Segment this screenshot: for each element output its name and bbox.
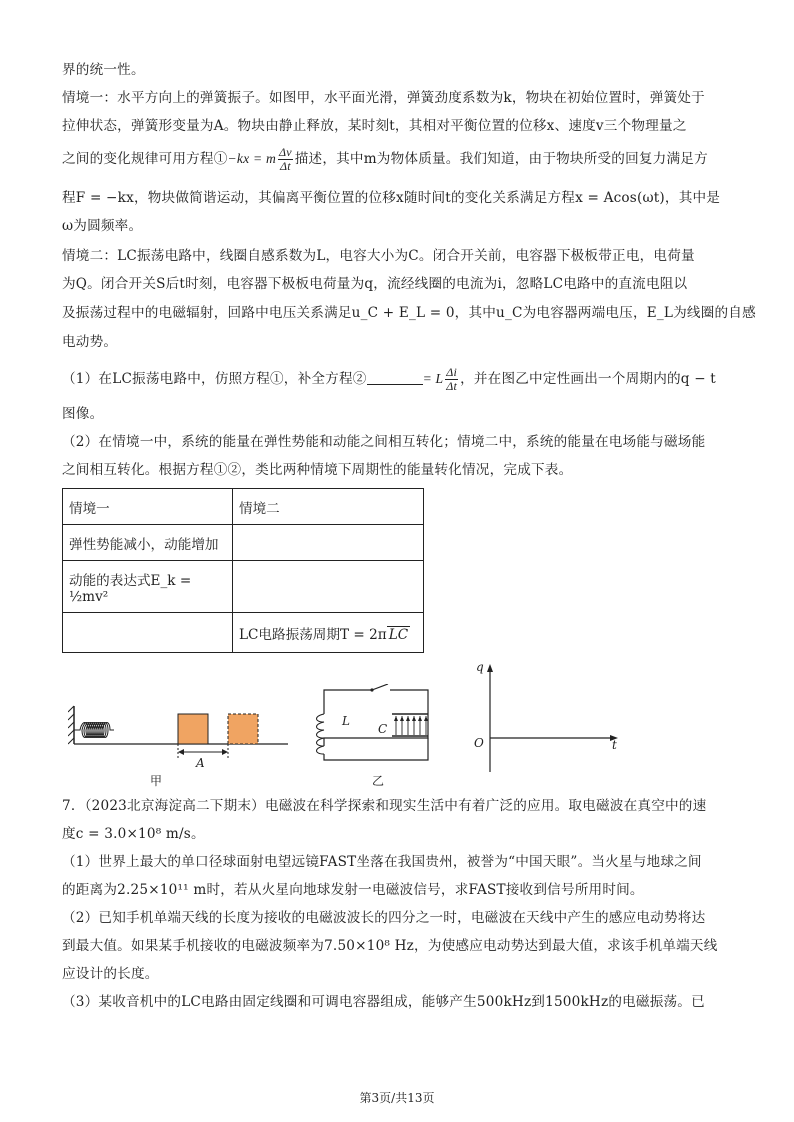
text-line: 应设计的长度。 <box>62 966 159 982</box>
text-line: 的距离为2.25×10¹¹ m时，若从火星向地球发射一电磁波信号，求FAST接收到信号所用时间。 <box>62 882 644 898</box>
text-line: 图像。 <box>62 406 104 422</box>
figure-qt-axes <box>480 662 620 774</box>
period-formula: LC电路振荡周期T = 2π <box>239 626 387 643</box>
switch-s <box>372 684 388 690</box>
fraction-numerator: Δv <box>278 145 292 159</box>
arrow-head-left <box>178 749 184 755</box>
text-line: 界的统一性。 <box>62 62 145 78</box>
block-initial-position <box>228 714 258 744</box>
switch-pivot <box>370 688 373 691</box>
table-header: 情境二 <box>233 489 424 525</box>
arrow-head-right <box>222 749 228 755</box>
equation-1-lhs: −kx = m <box>227 151 276 166</box>
label-axis-t: t <box>612 738 617 752</box>
label-L: L <box>342 714 350 728</box>
table-cell-blank[interactable] <box>233 561 424 613</box>
q-axis-arrow <box>487 664 493 672</box>
problem-7-line: 7．（2023北京海淀高二下期末）电磁波在科学探索和现实生活中有着广泛的应用。取电磁波在真空中的速 <box>62 798 707 814</box>
text-line: 拉伸状态，弹簧形变量为A。物块由静止释放，某时刻t，其相对平衡位置的位移x、速度v三个物理量之 <box>62 118 687 134</box>
text-line: 之间相互转化。根据方程①②，类比两种情境下周期性的能量转化情况，完成下表。 <box>62 462 573 478</box>
table-header: 情境一 <box>63 489 233 525</box>
electric-field-arrows <box>396 716 426 735</box>
text-line: 情境二：LC振荡电路中，线圈自感系数为L，电容大小为C。闭合开关前，电容器下极板带正电，电荷量 <box>62 248 695 264</box>
text-line: （1）世界上最大的单口径球面射电望远镜FAST坐落在我国贵州，被誉为“中国天眼”。当火星与地球之间 <box>62 854 702 870</box>
text-line: （3）某收音机中的LC电路由固定线圈和可调电容器组成，能够产生500kHz到1500kHz的电磁振荡。已 <box>62 994 705 1010</box>
fraction-denominator: Δt <box>279 159 291 173</box>
text-segment: 之间的变化规律可用方程① <box>62 151 228 167</box>
table-cell: 弹性势能减小，动能增加 <box>63 525 233 561</box>
spring-coil <box>74 723 114 738</box>
text-line: 为Q。闭合开关S后t时刻，电容器下极板电荷量为q，流经线圈的电流为i，忽略LC电路中的直流电阻以 <box>62 276 688 292</box>
circuit-wire-top-left <box>324 690 372 714</box>
circuit-wire-right <box>324 690 428 746</box>
text-line: （2）在情境一中，系统的能量在弹性势能和动能之间相互转化；情境二中，系统的能量在电场能与磁场能 <box>62 434 706 450</box>
label-A: A <box>196 756 205 770</box>
page-footer: 第3页/共13页 <box>359 1091 435 1105</box>
equation-2-rhs: = L <box>422 371 444 386</box>
figure-caption-jia: 甲 <box>150 774 163 788</box>
text-segment: 描述，其中m为物体质量。我们知道，由于物块所受的回复力满足方 <box>294 151 708 167</box>
table-cell-blank[interactable] <box>63 613 233 653</box>
table-cell <box>233 613 424 653</box>
comparison-table <box>62 488 424 653</box>
table-cell-blank[interactable] <box>233 525 424 561</box>
figure-spring-oscillator <box>68 700 298 780</box>
sqrt-lc: LC <box>388 626 409 643</box>
fraction-denominator: Δt <box>446 379 458 393</box>
label-C: C <box>378 722 388 736</box>
circuit-wire-bottom <box>324 738 428 760</box>
text-line: （2）已知手机单端天线的长度为接收的电磁波波长的四分之一时，电磁波在天线中产生的感应电动势将达 <box>62 910 706 926</box>
field-arrow-heads <box>394 716 428 721</box>
question-1-line <box>62 366 734 393</box>
block-equilibrium <box>178 714 208 744</box>
text-segment: ，并在图乙中定性画出一个周期内的q − t <box>460 371 716 387</box>
answer-blank[interactable] <box>367 370 423 385</box>
text-line: 情境一：水平方向上的弹簧振子。如图甲，水平面光滑，弹簧劲度系数为k，物块在初始位置时，弹簧处于 <box>62 90 705 106</box>
text-line: 度c = 3.0×10⁸ m/s。 <box>62 826 205 842</box>
text-line-equation-1 <box>62 146 734 173</box>
text-line: 到最大值。如果某手机接收的电磁波频率为7.50×10⁸ Hz，为使感应电动势达到最大值，求该手机单端天线 <box>62 938 718 954</box>
label-axis-q: q <box>476 660 484 674</box>
label-origin: O <box>474 736 484 750</box>
fraction-dv-dt <box>278 146 293 173</box>
wall-hatching <box>68 706 74 744</box>
figure-caption-yi: 乙 <box>372 774 385 788</box>
text-line: 电动势。 <box>62 334 118 350</box>
text-line: 程F = −kx，物块做简谐运动，其偏离平衡位置的位移x随时间t的变化关系满足方程x = Acos(ωt)，其中是 <box>62 190 721 206</box>
table-cell: 动能的表达式E_k = ½mv² <box>63 561 233 613</box>
fraction-numerator: Δi <box>446 365 458 379</box>
text-segment: （1）在LC振荡电路中，仿照方程①，补全方程② <box>62 371 367 387</box>
fraction-di-dt <box>445 366 458 393</box>
text-line: ω为圆频率。 <box>62 218 143 234</box>
coil-inductor <box>317 714 325 754</box>
text-line: 及振荡过程中的电磁辐射，回路中电压关系满足u_C + E_L = 0，其中u_C为电容器两端电压，E_L为线圈的自感 <box>62 305 756 321</box>
